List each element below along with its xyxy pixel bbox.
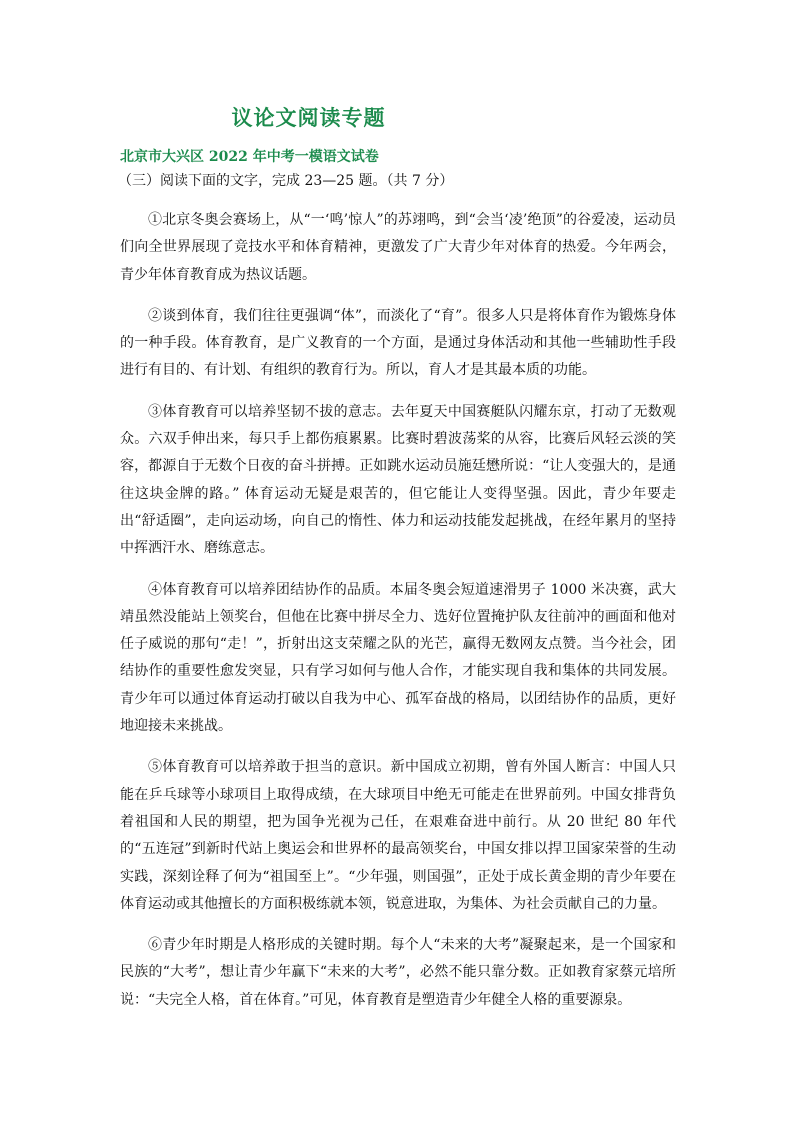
paragraph-3: ③体育教育可以培养坚韧不拔的意志。去年夏天中国赛艇队闪耀东京，打动了无数观众。六双手伸出来，每只手上都伤痕累累。比赛时碧波荡桨的从容，比赛后风轻云淡的笑容，都源自于无数个日夜的奋斗拼搏。正如跳水运动员施廷懋所说：“让人变强大的，是通往这块金牌的路。” 体育运动无疑是艰苦的，但它能让人变得坚强。因此，青少年要走出“舒适圈”，走向运动场，向自己的惰性、体力和运动技能发起挑战，在经年累月的坚持中挥洒汗水、磨练意志。 [120,403,676,557]
exam-source: 北京市大兴区 2022 年中考一模语文试卷 [120,149,379,165]
paragraph-1: ①北京冬奥会赛场上，从“一‘鸣’惊人”的苏翊鸣，到“会当‘凌’绝顶”的谷爱凌，运动员们向全世界展现了竞技水平和体育精神，更激发了广大青少年对体育的热爱。今年两会，青少年体育教育成为热议话题。 [120,212,676,283]
paragraph-5: ⑤体育教育可以培养敢于担当的意识。新中国成立初期，曾有外国人断言：中国人只能在乒乓球等小球项目上取得成绩，在大球项目中绝无可能走在世界前列。中国女排背负着祖国和人民的期望，把为国争光视为己任，在艰难奋进中前行。从 20 世纪 80 年代的“五连冠”到新时代站上奥运会和世界杯的最高领奖台，中国女排以捍卫国家荣誉的生动实践，深刻诠释了何为“祖国至上”。“少年强，则国强”，正处于成长黄金期的青少年要在体育运动或其他擅长的方面积极练就本领，锐意进取，为集体、为社会贡献自己的力量。 [120,759,676,912]
article-body [120,207,676,1028]
document-title: 议论文阅读专题 [231,105,386,130]
paragraph-6: ⑥青少年时期是人格形成的关键时期。每个人“未来的大考”凝聚起来，是一个国家和民族的“大考”，想让青少年赢下“未来的大考”，必然不能只靠分数。正如教育家蔡元培所说：“夫完全人格，首在体育。”可见，体育教育是塑造青少年健全人格的重要源泉。 [120,937,676,1008]
paragraph-2: ②谈到体育，我们往往更强调“体”，而淡化了“育”。很多人只是将体育作为锻炼身体的一种手段。体育教育，是广义教育的一个方面，是通过身体活动和其他一些辅助性手段进行有目的、有计划、有组织的教育行为。所以，育人才是其最本质的功能。 [120,307,676,379]
reading-instruction: （三）阅读下面的文字，完成 23—25 题。（共 7 分） [118,173,454,189]
paragraph-4: ④体育教育可以培养团结协作的品质。本届冬奥会短道速滑男子 1000 米决赛，武大靖虽然没能站上领奖台，但他在比赛中拼尽全力、选好位置掩护队友往前冲的画面和他对任子威说的那句“走！”，折射出这支荣耀之队的光芒，赢得无数网友点赞。当今社会，团结协作的重要性愈发突显，只有学习如何与他人合作，才能实现自我和集体的共同发展。青少年可以通过体育运动打破以自我为中心、孤军奋战的格局，以团结协作的品质，更好地迎接未来挑战。 [120,581,676,735]
